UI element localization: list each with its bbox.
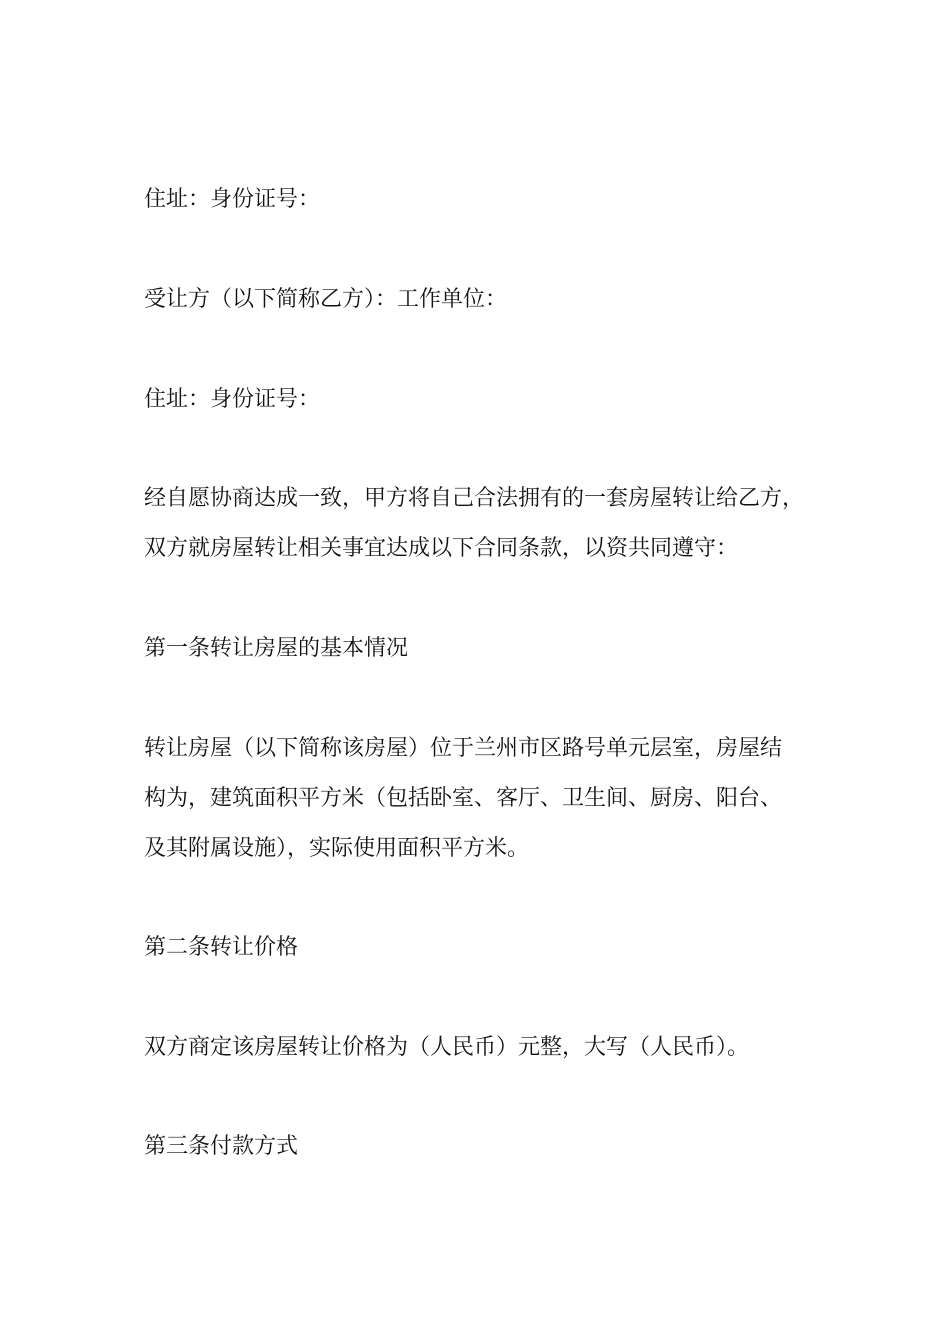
article-1-heading: 第一条转让房屋的基本情况 (144, 636, 409, 661)
article-2-text: 双方商定该房屋转让价格为（人民币）元整，大写（人民币）。 (144, 1035, 750, 1060)
preamble-line-1: 经自愿协商达成一致，甲方将自己合法拥有的一套房屋转让给乙方， (144, 486, 805, 511)
article-1-text-line-3: 及其附属设施），实际使用面积平方米。 (144, 836, 530, 861)
article-3-heading: 第三条付款方式 (144, 1134, 299, 1159)
article-1-text-line-1: 转让房屋（以下简称该房屋）位于兰州市区路号单元层室，房屋结 (144, 736, 783, 761)
article-1-text-line-2: 构为，建筑面积平方米（包括卧室、客厅、卫生间、厨房、阳台、 (144, 786, 783, 811)
buyer-workplace-line: 受让方（以下简称乙方）：工作单位： (144, 287, 508, 312)
buyer-address-id-line: 住址：身份证号： (144, 387, 321, 412)
preamble-line-2: 双方就房屋转让相关事宜达成以下合同条款，以资共同遵守： (144, 536, 739, 561)
article-2-heading: 第二条转让价格 (144, 935, 299, 960)
seller-address-id-line: 住址：身份证号： (144, 187, 321, 212)
